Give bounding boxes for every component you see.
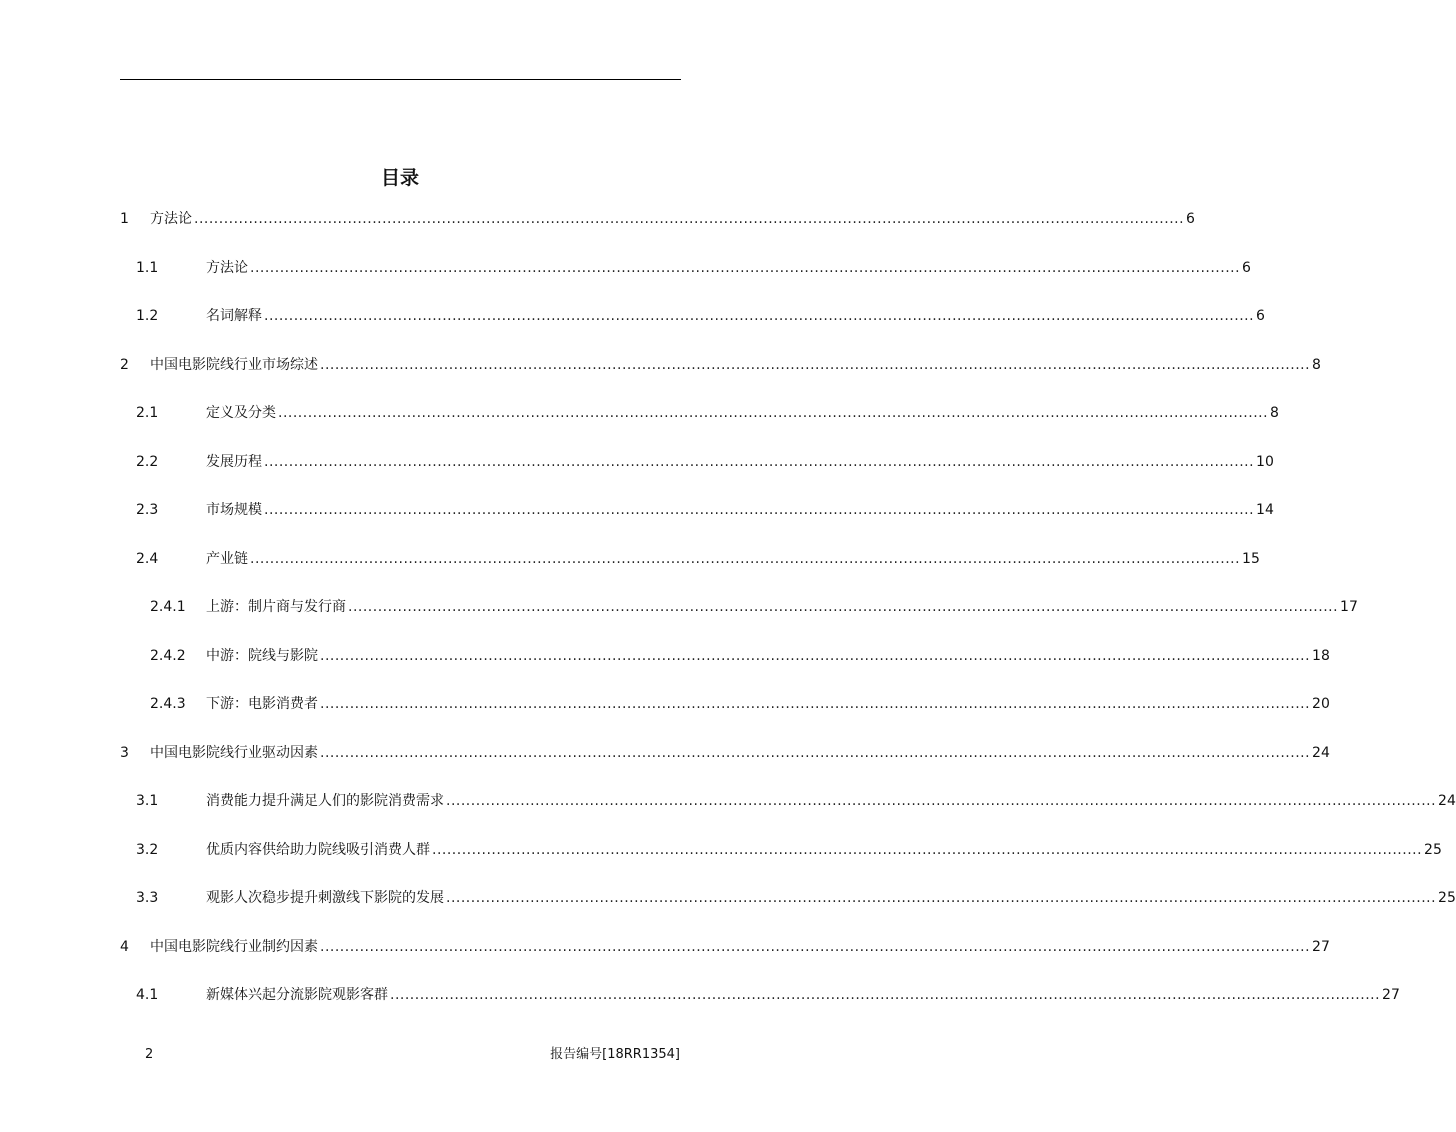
toc-entry-number: 2.1 (136, 405, 159, 421)
toc-entry-number: 1.1 (136, 260, 159, 276)
toc-entry-page: 25 (1424, 842, 1442, 858)
toc-entry-number: 1 (120, 211, 129, 227)
page-title: 目录 (380, 167, 419, 189)
toc-dot-leader: ........................................................................................................................................................................................................ (320, 648, 1311, 664)
toc-entry-page: 18 (1312, 648, 1330, 664)
toc-entry[interactable] (120, 645, 1330, 667)
toc-entry-title: 中游：院线与影院 (206, 645, 318, 667)
toc-entry-number: 3.1 (136, 793, 159, 809)
toc-entry-title: 优质内容供给助力院线吸引消费人群 (206, 839, 430, 861)
toc-entry-page: 25 (1438, 890, 1456, 906)
toc-entry[interactable] (120, 742, 1330, 764)
toc-dot-leader: ........................................................................................................................................................................................................ (348, 599, 1339, 615)
toc-entry[interactable] (120, 839, 1442, 861)
toc-entry-page: 10 (1256, 454, 1274, 470)
toc-entry-title: 市场规模 (206, 499, 262, 521)
toc-entry[interactable] (120, 499, 1274, 521)
toc-dot-leader: ........................................................................................................................................................................................................ (320, 696, 1311, 712)
toc-entry[interactable] (120, 887, 1456, 909)
toc-entry-title: 发展历程 (206, 451, 262, 473)
toc-entry-page: 27 (1312, 939, 1330, 955)
toc-entry-title: 消费能力提升满足人们的影院消费需求 (206, 790, 444, 812)
toc-entry-number: 2.4.1 (150, 599, 186, 615)
toc-entry[interactable] (120, 257, 1251, 279)
toc-dot-leader: ........................................................................................................................................................................................................ (390, 987, 1381, 1003)
header-rule (120, 79, 681, 80)
toc-entry[interactable] (120, 451, 1274, 473)
toc-entry-number: 3 (120, 745, 129, 761)
toc-dot-leader: ........................................................................................................................................................................................................ (320, 939, 1311, 955)
toc-entry-title: 上游：制片商与发行商 (206, 596, 346, 618)
toc-entry-title: 方法论 (150, 208, 192, 230)
toc-entry-number: 3.3 (136, 890, 159, 906)
toc-entry-page: 20 (1312, 696, 1330, 712)
toc-entry-number: 2.4.3 (150, 696, 186, 712)
toc-entry[interactable] (120, 402, 1279, 424)
toc-dot-leader: ........................................................................................................................................................................................................ (264, 454, 1255, 470)
toc-dot-leader: ........................................................................................................................................................................................................ (278, 405, 1269, 421)
toc-entry-page: 8 (1270, 405, 1279, 421)
toc-entry[interactable] (120, 548, 1260, 570)
toc-entry-title: 方法论 (206, 257, 248, 279)
toc-dot-leader: ........................................................................................................................................................................................................ (250, 260, 1241, 276)
toc-entry[interactable] (120, 936, 1330, 958)
toc-entry-number: 4 (120, 939, 129, 955)
toc-entry-number: 2.4.2 (150, 648, 186, 664)
toc-entry-page: 24 (1312, 745, 1330, 761)
toc-entry-title: 中国电影院线行业制约因素 (150, 936, 318, 958)
toc-dot-leader: ........................................................................................................................................................................................................ (264, 308, 1255, 324)
toc-entry-page: 6 (1256, 308, 1265, 324)
toc-entry[interactable] (120, 984, 1400, 1006)
toc-entry[interactable] (120, 208, 1195, 230)
toc-entry-number: 2.4 (136, 551, 159, 567)
toc-entry-page: 14 (1256, 502, 1274, 518)
toc-entry[interactable] (120, 354, 1321, 376)
toc-entry-number: 1.2 (136, 308, 159, 324)
toc-entry-page: 8 (1312, 357, 1321, 373)
toc-entry-page: 17 (1340, 599, 1358, 615)
toc-entry-page: 15 (1242, 551, 1260, 567)
toc-dot-leader: ........................................................................................................................................................................................................ (250, 551, 1241, 567)
toc-dot-leader: ........................................................................................................................................................................................................ (320, 745, 1311, 761)
toc-entry-title: 中国电影院线行业市场综述 (150, 354, 318, 376)
toc-entry[interactable] (120, 790, 1456, 812)
toc-entry-page: 6 (1186, 211, 1195, 227)
toc-dot-leader: ........................................................................................................................................................................................................ (320, 357, 1311, 373)
toc-entry-number: 2 (120, 357, 129, 373)
toc-entry-number: 2.2 (136, 454, 159, 470)
toc-entry-title: 下游：电影消费者 (206, 693, 318, 715)
footer-report-code: 报告编号[18RR1354] (550, 1047, 680, 1062)
toc-entry-page: 24 (1438, 793, 1456, 809)
toc-entry-title: 新媒体兴起分流影院观影客群 (206, 984, 388, 1006)
toc-dot-leader: ........................................................................................................................................................................................................ (432, 842, 1423, 858)
toc-entry-title: 中国电影院线行业驱动因素 (150, 742, 318, 764)
footer-page-number: 2 (145, 1047, 154, 1062)
toc-entry[interactable] (120, 305, 1265, 327)
toc-entry[interactable] (120, 693, 1330, 715)
toc-entry-page: 6 (1242, 260, 1251, 276)
toc-dot-leader: ........................................................................................................................................................................................................ (446, 890, 1437, 906)
toc-entry-title: 观影人次稳步提升刺激线下影院的发展 (206, 887, 444, 909)
toc-entry-number: 4.1 (136, 987, 159, 1003)
toc-entry-number: 2.3 (136, 502, 159, 518)
toc-dot-leader: ........................................................................................................................................................................................................ (264, 502, 1255, 518)
toc-entry[interactable] (120, 596, 1358, 618)
toc-dot-leader: ........................................................................................................................................................................................................ (194, 211, 1185, 227)
toc-entry-title: 名词解释 (206, 305, 262, 327)
toc-entry-title: 产业链 (206, 548, 248, 570)
toc-entry-title: 定义及分类 (206, 402, 276, 424)
toc-entry-number: 3.2 (136, 842, 159, 858)
toc-entry-page: 27 (1382, 987, 1400, 1003)
toc-dot-leader: ........................................................................................................................................................................................................ (446, 793, 1437, 809)
